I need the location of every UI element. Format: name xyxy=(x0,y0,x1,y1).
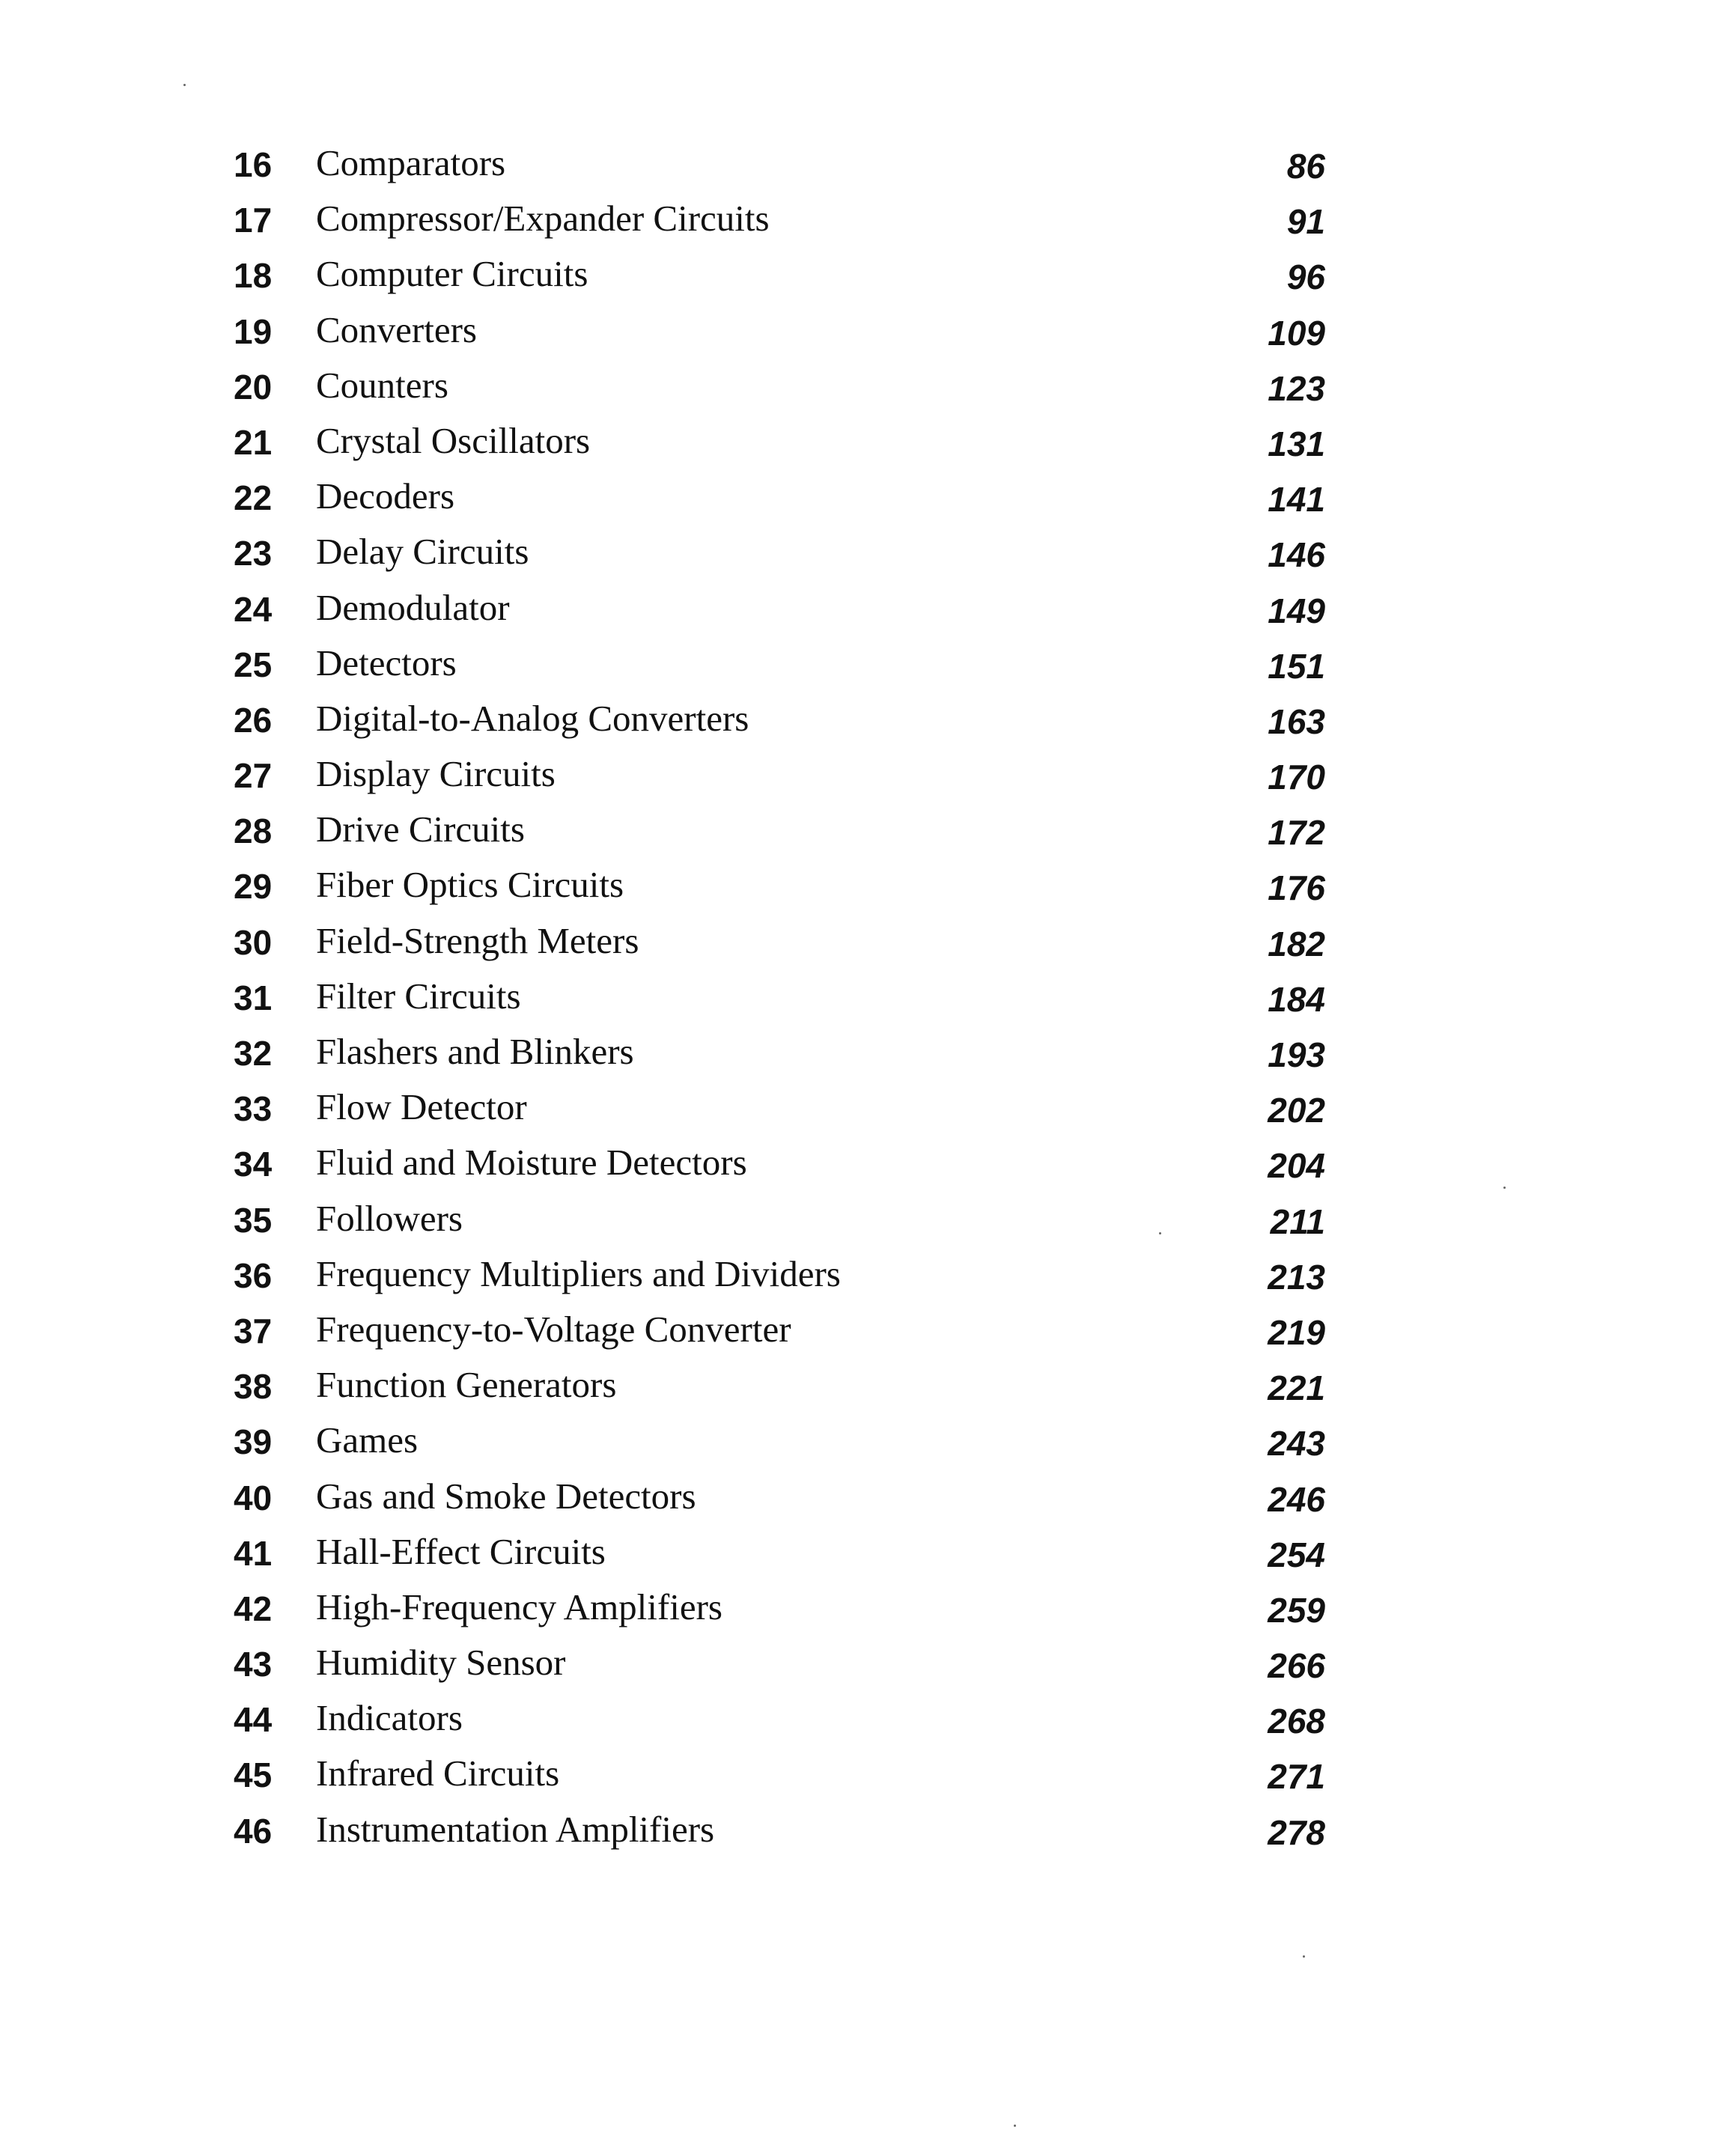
page-number: 268 xyxy=(1268,1702,1325,1741)
chapter-title: Demodulator xyxy=(316,586,510,628)
toc-entry xyxy=(0,1031,1734,1086)
toc-entry xyxy=(0,920,1734,975)
toc-entry xyxy=(0,1309,1734,1364)
page-number: 278 xyxy=(1268,1812,1325,1852)
page-number: 146 xyxy=(1268,535,1325,575)
chapter-number: 34 xyxy=(234,1145,273,1184)
chapter-number: 37 xyxy=(234,1311,273,1350)
chapter-number: 40 xyxy=(234,1478,273,1517)
page-number: 259 xyxy=(1268,1590,1325,1630)
page-number: 151 xyxy=(1268,646,1325,686)
chapter-number: 44 xyxy=(234,1700,273,1740)
chapter-number: 46 xyxy=(234,1811,273,1851)
toc-entry xyxy=(0,531,1734,586)
page-number: 202 xyxy=(1268,1091,1325,1130)
page-number: 163 xyxy=(1268,701,1325,741)
chapter-title: Fiber Optics Circuits xyxy=(316,864,624,906)
toc-entry xyxy=(0,642,1734,698)
toc-entry xyxy=(0,864,1734,919)
table-of-contents xyxy=(0,142,1734,1864)
page-number: 221 xyxy=(1268,1368,1325,1408)
page-number: 91 xyxy=(1286,202,1325,242)
scan-speck xyxy=(1303,1955,1305,1958)
chapter-number: 31 xyxy=(234,978,273,1017)
chapter-title: Display Circuits xyxy=(316,753,556,795)
chapter-number: 27 xyxy=(234,756,273,796)
page-number: 243 xyxy=(1268,1424,1325,1464)
page-number: 149 xyxy=(1268,591,1325,630)
chapter-title: Infrared Circuits xyxy=(316,1752,560,1794)
toc-entry xyxy=(0,420,1734,475)
chapter-number: 42 xyxy=(234,1589,273,1628)
toc-entry xyxy=(0,309,1734,365)
chapter-title: Converters xyxy=(316,308,477,350)
toc-entry xyxy=(0,808,1734,864)
chapter-title: Flow Detector xyxy=(316,1086,527,1128)
toc-entry xyxy=(0,753,1734,808)
toc-entry xyxy=(0,587,1734,642)
toc-entry xyxy=(0,1697,1734,1752)
toc-entry xyxy=(0,365,1734,420)
page-number: 172 xyxy=(1268,813,1325,853)
page-number: 211 xyxy=(1270,1202,1325,1241)
scan-speck xyxy=(1014,2125,1016,2127)
toc-entry xyxy=(0,1642,1734,1697)
chapter-number: 16 xyxy=(234,145,273,184)
chapter-title: Flashers and Blinkers xyxy=(316,1031,634,1072)
page-number: 184 xyxy=(1268,979,1325,1019)
toc-entry xyxy=(0,1198,1734,1253)
chapter-number: 24 xyxy=(234,589,273,629)
chapter-number: 39 xyxy=(234,1422,273,1462)
chapter-title: Gas and Smoke Detectors xyxy=(316,1475,696,1517)
toc-entry xyxy=(0,1531,1734,1586)
chapter-number: 19 xyxy=(234,311,273,351)
toc-entry xyxy=(0,1752,1734,1808)
toc-entry xyxy=(0,253,1734,308)
toc-entry xyxy=(0,1086,1734,1142)
toc-entry xyxy=(0,1419,1734,1475)
scan-speck xyxy=(183,84,186,86)
chapter-number: 26 xyxy=(234,700,273,740)
chapter-number: 29 xyxy=(234,867,273,907)
chapter-title: Instrumentation Amplifiers xyxy=(316,1808,715,1850)
toc-entry xyxy=(0,1586,1734,1642)
page-number: 86 xyxy=(1286,147,1325,186)
chapter-number: 30 xyxy=(234,922,273,962)
page-number: 131 xyxy=(1268,424,1325,463)
chapter-title: Crystal Oscillators xyxy=(316,419,591,461)
chapter-title: Indicators xyxy=(316,1697,463,1739)
chapter-title: Hall-Effect Circuits xyxy=(316,1530,606,1572)
page-number: 96 xyxy=(1286,258,1325,297)
toc-entry xyxy=(0,142,1734,198)
chapter-title: Detectors xyxy=(316,642,457,683)
page-number: 182 xyxy=(1268,924,1325,963)
chapter-title: Fluid and Moisture Detectors xyxy=(316,1142,747,1184)
page-number: 266 xyxy=(1268,1646,1325,1686)
page-number: 254 xyxy=(1268,1535,1325,1574)
chapter-title: Frequency-to-Voltage Converter xyxy=(316,1308,791,1350)
page-number: 213 xyxy=(1268,1257,1325,1297)
toc-entry xyxy=(0,698,1734,753)
chapter-title: Frequency Multipliers and Dividers xyxy=(316,1252,841,1294)
chapter-title: Compressor/Expander Circuits xyxy=(316,198,770,240)
page-number: 176 xyxy=(1268,868,1325,908)
chapter-title: Filter Circuits xyxy=(316,975,521,1017)
page-number: 123 xyxy=(1268,368,1325,408)
page-number: 219 xyxy=(1268,1312,1325,1352)
chapter-title: Games xyxy=(316,1419,419,1461)
chapter-title: Drive Circuits xyxy=(316,808,525,850)
chapter-title: Humidity Sensor xyxy=(316,1642,566,1684)
chapter-title: Computer Circuits xyxy=(316,253,588,295)
chapter-number: 32 xyxy=(234,1034,273,1073)
page-number: 109 xyxy=(1268,313,1325,353)
chapter-title: Counters xyxy=(316,364,448,406)
page-number: 193 xyxy=(1268,1035,1325,1074)
chapter-number: 33 xyxy=(234,1089,273,1129)
page-number: 246 xyxy=(1268,1479,1325,1519)
page-number: 141 xyxy=(1268,480,1325,520)
chapter-title: Function Generators xyxy=(316,1364,617,1406)
chapter-number: 41 xyxy=(234,1533,273,1573)
chapter-number: 36 xyxy=(234,1255,273,1295)
chapter-number: 18 xyxy=(234,256,273,296)
chapter-title: Decoders xyxy=(316,475,455,517)
toc-entry xyxy=(0,1476,1734,1531)
toc-entry xyxy=(0,975,1734,1031)
chapter-number: 17 xyxy=(234,201,273,240)
page-number: 204 xyxy=(1268,1146,1325,1186)
chapter-number: 43 xyxy=(234,1645,273,1684)
toc-entry xyxy=(0,1364,1734,1419)
chapter-title: Comparators xyxy=(316,142,506,183)
chapter-title: Delay Circuits xyxy=(316,531,529,573)
chapter-title: Followers xyxy=(316,1197,463,1239)
toc-entry xyxy=(0,1809,1734,1864)
chapter-number: 25 xyxy=(234,645,273,684)
chapter-number: 38 xyxy=(234,1367,273,1407)
scan-speck xyxy=(1503,1187,1506,1189)
chapter-number: 22 xyxy=(234,478,273,518)
chapter-number: 28 xyxy=(234,811,273,851)
chapter-title: Field-Strength Meters xyxy=(316,919,639,961)
chapter-number: 35 xyxy=(234,1200,273,1240)
page-number: 271 xyxy=(1268,1757,1325,1797)
scan-speck xyxy=(1159,1232,1161,1234)
chapter-number: 21 xyxy=(234,422,273,462)
chapter-title: High-Frequency Amplifiers xyxy=(316,1586,722,1627)
chapter-number: 45 xyxy=(234,1755,273,1795)
chapter-number: 20 xyxy=(234,367,273,406)
toc-entry xyxy=(0,1253,1734,1309)
chapter-number: 23 xyxy=(234,534,273,573)
toc-entry xyxy=(0,475,1734,531)
toc-entry xyxy=(0,1142,1734,1197)
toc-entry xyxy=(0,198,1734,253)
chapter-title: Digital-to-Analog Converters xyxy=(316,697,749,739)
page-number: 170 xyxy=(1268,758,1325,797)
